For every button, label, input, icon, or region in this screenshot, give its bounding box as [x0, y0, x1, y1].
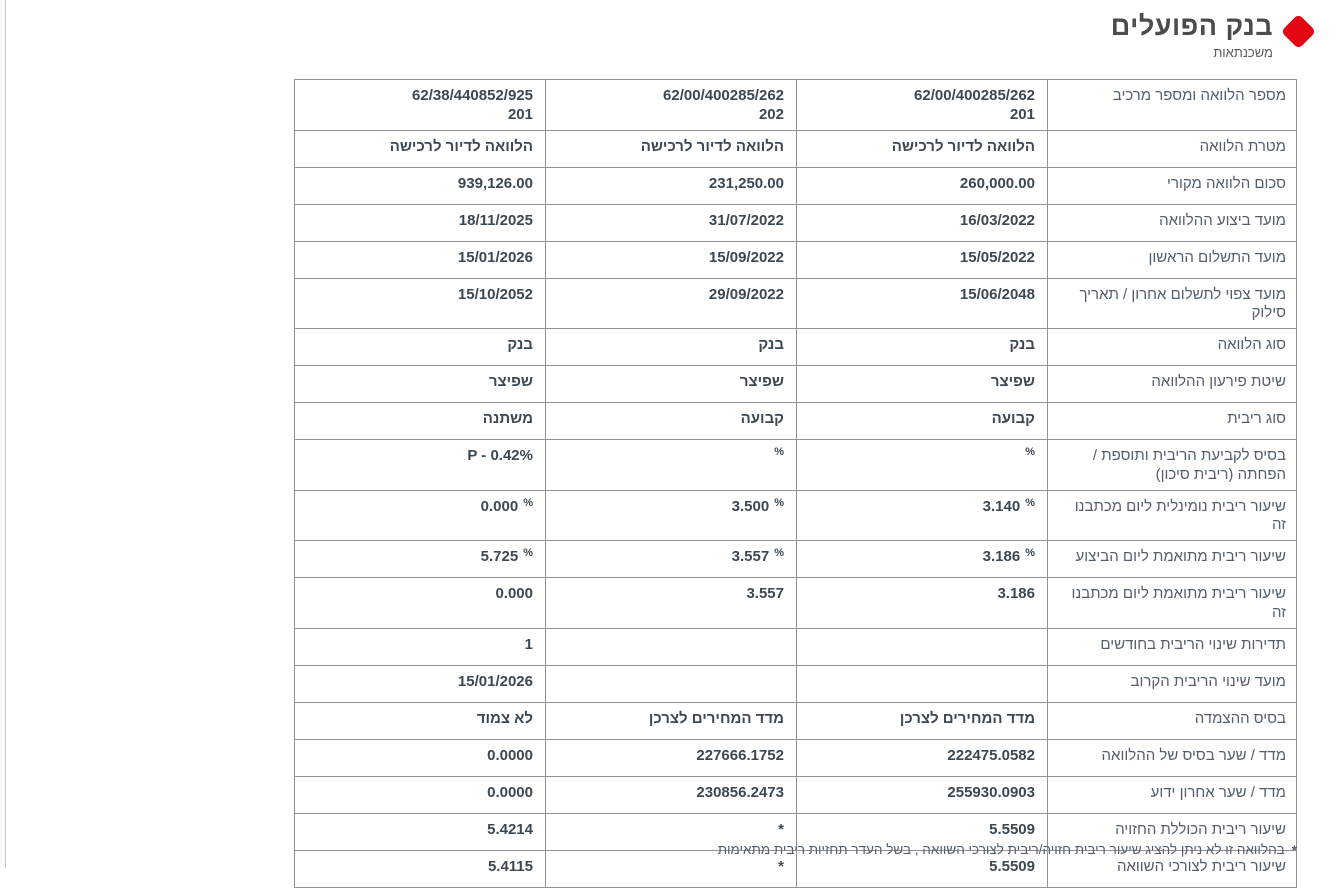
- table-row: [295, 80, 1297, 131]
- value-cell: [546, 440, 797, 491]
- row-label: סכום הלוואה מקורי: [1048, 167, 1297, 204]
- value-cell: 3.140 %: [797, 490, 1048, 541]
- table-row: [295, 776, 1297, 813]
- row-label: שיעור ריבית מתואמת ליום מכתבנו זה: [1048, 578, 1297, 629]
- table-row: [295, 702, 1297, 739]
- value-cell: 0.000 %: [295, 490, 546, 541]
- value-cell: 15/09/2022: [546, 241, 797, 278]
- row-label: שיעור ריבית מתואמת ליום הביצוע: [1048, 541, 1297, 578]
- value-cell: קבועה: [546, 403, 797, 440]
- value-cell: קבועה: [797, 403, 1048, 440]
- row-label: בסיס לקביעת הריבית ותוספת / הפחתה (ריבית סיכון): [1048, 440, 1297, 491]
- value-cell: 0.000: [295, 578, 546, 629]
- value-cell: 5.725 %: [295, 541, 546, 578]
- row-label: מועד שינוי הריבית הקרוב: [1048, 665, 1297, 702]
- value-cell: [797, 665, 1048, 702]
- value-cell: 15/06/2048: [797, 278, 1048, 329]
- table-row: [295, 578, 1297, 629]
- value-cell: 3.500 %: [546, 490, 797, 541]
- row-label: סוג ריבית: [1048, 403, 1297, 440]
- value-cell: 939,126.00: [295, 167, 546, 204]
- row-label: מועד התשלום הראשון: [1048, 241, 1297, 278]
- vertical-scrollbar[interactable]: [0, 0, 6, 868]
- value-cell: 15/01/2026: [295, 241, 546, 278]
- value-cell: *: [546, 850, 797, 887]
- value-cell: 62/00/400285/262 201: [797, 80, 1048, 131]
- value-cell: 0.0000: [295, 739, 546, 776]
- table-row: [295, 366, 1297, 403]
- value-cell: מדד המחירים לצרכן: [546, 702, 797, 739]
- percent-sign: %: [523, 496, 533, 509]
- table-row: [295, 241, 1297, 278]
- loan-table-body: [295, 80, 1297, 888]
- percent-sign: %: [774, 547, 784, 559]
- value-cell: הלוואה לדיור לרכישה: [797, 130, 1048, 167]
- table-row: [295, 665, 1297, 702]
- value-cell: שפיצר: [295, 366, 546, 403]
- table-row: [295, 403, 1297, 440]
- bank-logo: [1111, 12, 1315, 60]
- table-row: [295, 204, 1297, 241]
- logo-diamond-icon: [1280, 13, 1315, 48]
- value-cell: 230856.2473: [546, 776, 797, 813]
- value-cell: 231,250.00: [546, 167, 797, 204]
- percent-sign: %: [1025, 446, 1035, 458]
- table-row: [295, 739, 1297, 776]
- table-row: [295, 167, 1297, 204]
- loan-table: [294, 79, 1297, 888]
- row-label: שיעור ריבית לצורכי השוואה: [1048, 850, 1297, 887]
- value-cell: 5.4115: [295, 850, 546, 887]
- value-cell: [797, 628, 1048, 665]
- value-cell: 3.557: [546, 578, 797, 629]
- footnote: [295, 842, 1297, 857]
- value-cell: 18/11/2025: [295, 204, 546, 241]
- table-row: [295, 490, 1297, 541]
- value-cell: 29/09/2022: [546, 278, 797, 329]
- value-cell: שפיצר: [797, 366, 1048, 403]
- table-row: [295, 130, 1297, 167]
- row-label: מועד צפוי לתשלום אחרון / תאריך סילוק: [1048, 278, 1297, 329]
- value-cell: לא צמוד: [295, 702, 546, 739]
- value-cell: 3.557 %: [546, 541, 797, 578]
- logo-diamond-wrap: [1281, 14, 1315, 48]
- percent-sign: %: [774, 496, 784, 509]
- value-cell: 3.186 %: [797, 541, 1048, 578]
- value-cell: הלוואה לדיור לרכישה: [546, 130, 797, 167]
- value-cell: P - 0.42%: [295, 440, 546, 491]
- value-cell: 1: [295, 628, 546, 665]
- value-cell: 62/38/440852/925 201: [295, 80, 546, 131]
- value-cell: הלוואה לדיור לרכישה: [295, 130, 546, 167]
- value-cell: [546, 628, 797, 665]
- table-row: [295, 628, 1297, 665]
- value-cell: *: [546, 813, 797, 850]
- value-cell: 0.0000: [295, 776, 546, 813]
- row-label: מטרת הלוואה: [1048, 130, 1297, 167]
- percent-sign: %: [1025, 496, 1035, 509]
- value-cell: 5.5509: [797, 813, 1048, 850]
- value-cell: 16/03/2022: [797, 204, 1048, 241]
- row-label: מספר הלוואה ומספר מרכיב: [1048, 80, 1297, 131]
- value-cell: בנק: [546, 329, 797, 366]
- row-label: מועד ביצוע ההלוואה: [1048, 204, 1297, 241]
- row-label: שיעור ריבית הכוללת החזויה: [1048, 813, 1297, 850]
- value-cell: 62/00/400285/262 202: [546, 80, 797, 131]
- value-cell: 3.186: [797, 578, 1048, 629]
- bank-name: בנק הפועלים: [1110, 11, 1273, 41]
- value-cell: 227666.1752: [546, 739, 797, 776]
- value-cell: 5.5509: [797, 850, 1048, 887]
- value-cell: משתנה: [295, 403, 546, 440]
- row-label: מדד / שער בסיס של ההלוואה: [1048, 739, 1297, 776]
- value-cell: [546, 665, 797, 702]
- value-cell: 222475.0582: [797, 739, 1048, 776]
- bank-division: משכנתאות: [1213, 44, 1273, 60]
- value-cell: בנק: [295, 329, 546, 366]
- value-cell: 5.4214: [295, 813, 546, 850]
- value-cell: 260,000.00: [797, 167, 1048, 204]
- row-label: תדירות שינוי הריבית בחודשים: [1048, 628, 1297, 665]
- table-row: [295, 278, 1297, 329]
- brand-text: [1111, 12, 1273, 60]
- row-label: מדד / שער אחרון ידוע: [1048, 776, 1297, 813]
- row-label: בסיס ההצמדה: [1048, 702, 1297, 739]
- value-cell: 15/01/2026: [295, 665, 546, 702]
- value-cell: בנק: [797, 329, 1048, 366]
- row-label: שיטת פירעון ההלוואה: [1048, 366, 1297, 403]
- value-cell: 31/07/2022: [546, 204, 797, 241]
- value-cell: [797, 440, 1048, 491]
- loan-table-container: [294, 79, 1297, 888]
- table-row: [295, 440, 1297, 491]
- value-cell: מדד המחירים לצרכן: [797, 702, 1048, 739]
- footnote-text: בהלוואה זו לא ניתן להציג שיעור ריבית חזויה/ריבית לצורכי השוואה , בשל העדר תחזיות ריבית מתאימות: [717, 842, 1285, 857]
- percent-sign: %: [774, 446, 784, 458]
- footnote-marker: *: [1291, 843, 1297, 858]
- percent-sign: %: [523, 547, 533, 559]
- percent-sign: %: [1025, 547, 1035, 559]
- value-cell: 15/05/2022: [797, 241, 1048, 278]
- value-cell: 255930.0903: [797, 776, 1048, 813]
- table-row: [295, 541, 1297, 578]
- table-row: [295, 329, 1297, 366]
- value-cell: שפיצר: [546, 366, 797, 403]
- row-label: סוג הלוואה: [1048, 329, 1297, 366]
- row-label: שיעור ריבית נומינלית ליום מכתבנו זה: [1048, 490, 1297, 541]
- value-cell: 15/10/2052: [295, 278, 546, 329]
